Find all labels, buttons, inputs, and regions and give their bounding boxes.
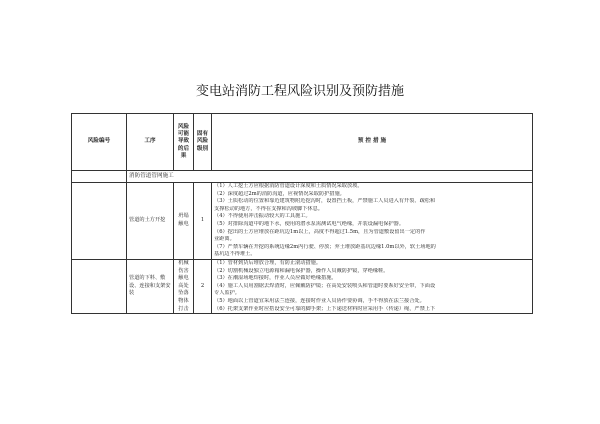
header-hazard: 风险可能导致的后果 — [174, 114, 194, 171]
section-name: 消防管道管网施工 — [127, 171, 533, 183]
cell-hazard: 机械伤害触电高处坠落物体打击 — [174, 259, 194, 313]
measure-line: （3）土质松动的位置和靠近建筑物附近挖沟时，设置挡土板，严禁施工人员进入有开裂、疏松和 — [214, 198, 436, 205]
risk-table — [71, 113, 533, 314]
cell-hazard: 坍塌触电 — [174, 183, 194, 260]
measure-line: （5）对排除沟道中的地下水，使用的潜水泵需测试电气绝缘，并装设漏电保护器。 — [214, 220, 405, 227]
measure-line: 业距离。 — [214, 236, 235, 243]
measure-line: （2）深度超过2m的消防沟道，应视情况采取防护措施。 — [214, 190, 345, 197]
header-process: 工序 — [127, 114, 174, 171]
page-bottom-margin — [0, 411, 600, 424]
measure-line: （1）人工挖土方应根据消防管道设计深度和土质情况采取放坡。 — [214, 183, 363, 189]
cell-risk-id — [72, 183, 127, 260]
cell-process: 管道的下料、敷设、连接和支架安装 — [127, 259, 174, 313]
cell-measures — [212, 183, 533, 260]
section-row — [72, 171, 533, 183]
measure-line: （4）施工人员用割锯去焊渣时，应佩戴防护镜；在高处安装喷头和管道时要系好安全带，下面设 — [214, 282, 436, 289]
table-row — [72, 183, 533, 260]
measure-line: （6）托架支架作业时应搭设安全可靠的脚手架；上下递送材料时应采用手（传递）绳，严禁上下 — [214, 305, 436, 312]
cell-process: 管道的土方开挖 — [127, 183, 174, 260]
page-title: 变电站消防工程风险识别及预防措施 — [195, 84, 404, 99]
cell-level: 2 — [194, 259, 212, 313]
cell-risk-id — [72, 259, 127, 313]
cell-level: 1 — [194, 183, 212, 260]
measure-line: （4）不得使用冲击振动较大的工具施工。 — [214, 213, 311, 220]
header-inherent-level: 固有风险级别 — [194, 114, 212, 171]
header-measures: 预 控 措 施 — [212, 114, 533, 171]
measure-line: （3）在潮湿场地焊接时，作业人员应做好绝缘措施。 — [214, 275, 337, 282]
header-risk-id: 风险编号 — [72, 114, 127, 171]
measure-line: 专人监护。 — [214, 290, 240, 297]
table-row — [72, 259, 533, 313]
measure-line: 基坑边不得堆土。 — [214, 251, 256, 258]
measure-line: （5）地面以上管道宜采用法兰连接，连接时作业人员协作要协调，手不得放在法兰接合处。 — [214, 297, 425, 304]
measure-line: （2）切割机械设独立电源箱和漏电保护器，操作人员戴防护镜，穿绝缘鞋。 — [214, 267, 389, 274]
table-header-row — [72, 114, 533, 171]
cell-measures — [212, 259, 533, 313]
measure-line: （1）管材到货后堆放合理，有防止滚动措施。 — [214, 259, 322, 266]
measure-line: （7）严禁车辆在开挖的系统边缘2m内行驶、停放；弃土堆放距基坑边缘1.0m以外，软土场地的 — [214, 243, 436, 250]
measure-line: 支撑松动的地方，不得在支撑和沟坡脚下休息。 — [214, 205, 323, 212]
measure-line: （6）挖出的土方应堆放在距坑边1m以上，高度不得超过1.5m，且为管道敷设留出一定的作 — [214, 228, 426, 235]
